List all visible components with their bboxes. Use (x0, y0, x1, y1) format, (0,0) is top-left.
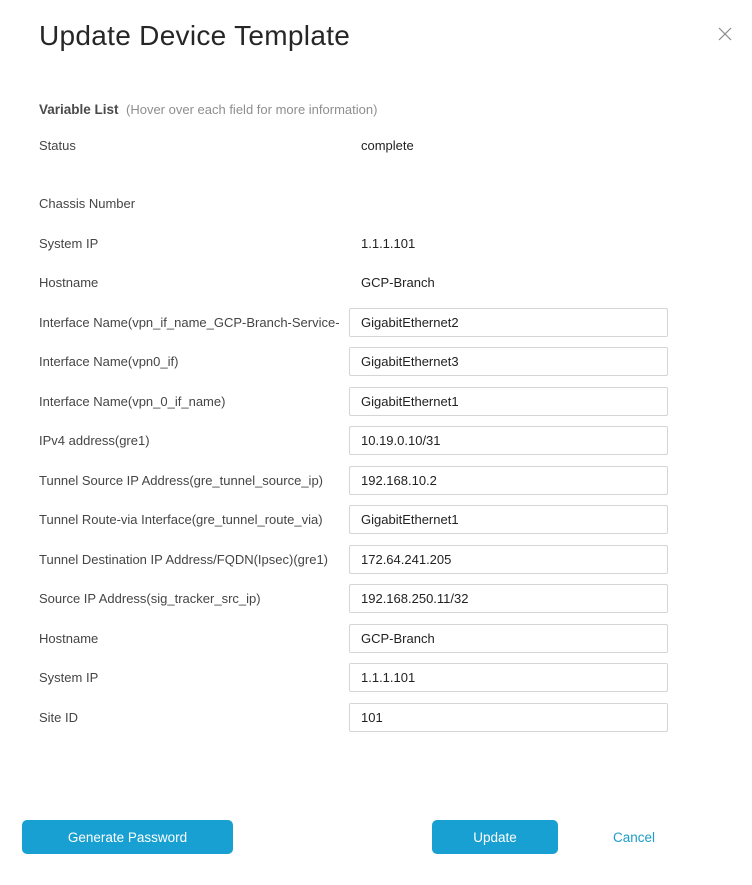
field-value-system-ip-readonly: 1.1.1.101 (361, 235, 416, 251)
close-icon-glyph (716, 25, 734, 43)
field-row-vpn-0-if-name (39, 387, 752, 416)
field-row-site-id (39, 703, 752, 732)
field-row-vpn0-if (39, 347, 752, 376)
generate-password-button[interactable]: Generate Password (22, 820, 233, 854)
field-input-system-ip[interactable] (349, 663, 668, 692)
variable-list-hint: (Hover over each field for more information) (126, 102, 378, 117)
field-input-gre1-tunnel-dest[interactable] (349, 545, 668, 574)
field-input-vpn-if-name-service[interactable] (349, 308, 668, 337)
field-row-hostname-readonly (39, 268, 752, 297)
field-label-system-ip: System IP (39, 670, 99, 685)
field-input-gre-tunnel-source-ip[interactable] (349, 466, 668, 495)
field-label-vpn0-if: Interface Name(vpn0_if) (39, 354, 179, 369)
field-label-gre1-ipv4-address: IPv4 address(gre1) (39, 433, 150, 448)
field-input-vpn-0-if-name[interactable] (349, 387, 668, 416)
field-row-vpn-if-name-service (39, 308, 752, 337)
field-label-vpn-if-name-service: Interface Name(vpn_if_name_GCP-Branch-Service- (39, 314, 340, 330)
cancel-link[interactable]: Cancel (613, 829, 656, 845)
field-label-system-ip-readonly: System IP (39, 235, 99, 251)
field-input-sig-tracker-src-ip[interactable] (349, 584, 668, 613)
field-row-gre-tunnel-route-via (39, 505, 752, 534)
field-label-gre-tunnel-route-via: Tunnel Route-via Interface(gre_tunnel_route_via) (39, 512, 323, 527)
field-row-gre1-ipv4-address (39, 426, 752, 455)
field-label-sig-tracker-src-ip: Source IP Address(sig_tracker_src_ip) (39, 591, 261, 606)
field-row-system-ip-readonly (39, 229, 752, 258)
field-label-gre-tunnel-source-ip: Tunnel Source IP Address(gre_tunnel_source_ip) (39, 472, 324, 488)
variable-list-label: Variable List (39, 102, 119, 117)
close-icon[interactable] (716, 25, 734, 43)
field-label-hostname: Hostname (39, 630, 99, 646)
field-label-gre1-tunnel-dest: Tunnel Destination IP Address/FQDN(Ipsec)(gre1) (39, 551, 329, 567)
field-label-vpn-0-if-name: Interface Name(vpn_0_if_name) (39, 393, 226, 409)
field-row-system-ip (39, 663, 752, 692)
field-input-hostname[interactable] (349, 624, 668, 653)
field-input-vpn0-if[interactable] (349, 347, 668, 376)
update-button[interactable]: Update (432, 820, 558, 854)
field-row-gre1-tunnel-dest (39, 545, 752, 574)
field-row-status (39, 131, 752, 160)
variable-list (39, 131, 752, 732)
field-input-gre-tunnel-route-via[interactable] (349, 505, 668, 534)
dialog-title: Update Device Template (39, 20, 351, 51)
field-label-site-id: Site ID (39, 709, 79, 725)
field-value-status: complete (361, 138, 414, 153)
dialog-footer (0, 820, 752, 854)
field-row-hostname (39, 624, 752, 653)
field-row-sig-tracker-src-ip (39, 584, 752, 613)
field-row-gre-tunnel-source-ip (39, 466, 752, 495)
field-value-hostname-readonly: GCP-Branch (361, 275, 435, 290)
field-label-chassis-number: Chassis Number (39, 196, 136, 211)
field-label-status: Status (39, 138, 76, 153)
variable-list-heading (39, 101, 752, 118)
field-label-hostname-readonly: Hostname (39, 275, 99, 290)
field-input-site-id[interactable] (349, 703, 668, 732)
update-device-template-dialog (0, 20, 752, 845)
field-row-chassis-number (39, 189, 752, 218)
field-input-gre1-ipv4-address[interactable] (349, 426, 668, 455)
